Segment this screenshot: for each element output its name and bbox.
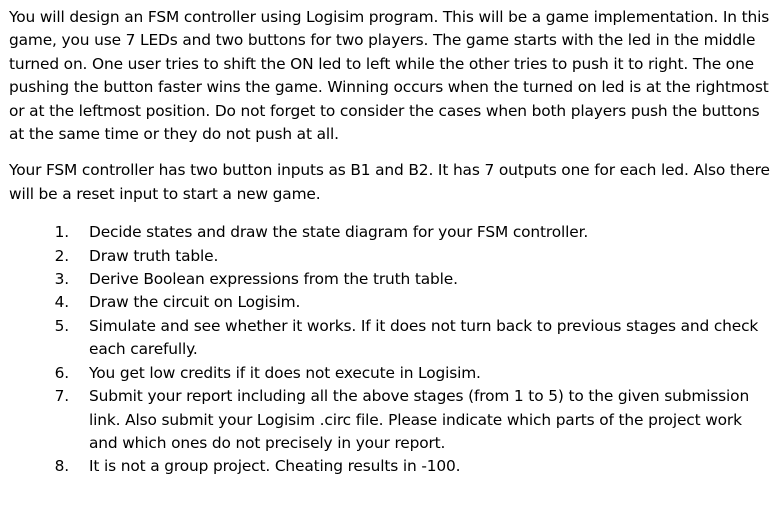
list-item-text: It is not a group project. Cheating results in -100. [89,457,461,476]
list-item-text: Decide states and draw the state diagram for your FSM controller. [89,223,589,242]
list-item [9,245,775,268]
list-item-number: 5. [54,316,69,335]
list-item [9,385,775,455]
list-item-number: 3. [54,270,69,289]
list-item-text: Draw truth table. [89,246,219,265]
list-item-number: 1. [54,223,69,242]
task-list [9,221,775,478]
assignment-document [9,6,775,479]
list-item [9,291,775,314]
list-item-text: Derive Boolean expressions from the truth table. [89,270,458,289]
list-item [9,315,775,362]
list-item-text: You get low credits if it does not execute in Logisim. [89,363,481,382]
inputs-paragraph: Your FSM controller has two button inputs as B1 and B2. It has 7 outputs one for each led. Also there will be a reset input to start a new game. [9,161,770,203]
list-item-text: Submit your report including all the above stages (from 1 to 5) to the given submission link. Also submit your Logisim .circ file. Please indicate which parts of the project work and which ones do not precisely in your report. [89,387,750,452]
list-item-text: Draw the circuit on Logisim. [89,293,301,312]
list-item-number: 8. [54,457,69,476]
list-item-number: 6. [54,363,69,382]
intro-paragraph: You will design an FSM controller using Logisim program. This will be a game implementation. In this game, you use 7 LEDs and two buttons for two players. The game starts with the led in the middle turned on. One user tries to shift the ON led to left while the other tries to push it to right. The one pushing the button faster wins the game. Winning occurs when the turned on led is at the rightmost or at the leftmost position. Do not forget to consider the cases when both players push the buttons at the same time or they do not push at all. [9,8,770,144]
list-item-number: 7. [54,387,69,406]
list-item [9,455,775,478]
list-item-number: 4. [54,293,69,312]
list-item [9,268,775,291]
list-item [9,362,775,385]
list-item [9,221,775,244]
list-item-text: Simulate and see whether it works. If it does not turn back to previous stages and check each carefully. [89,316,759,359]
list-item-number: 2. [54,246,69,265]
